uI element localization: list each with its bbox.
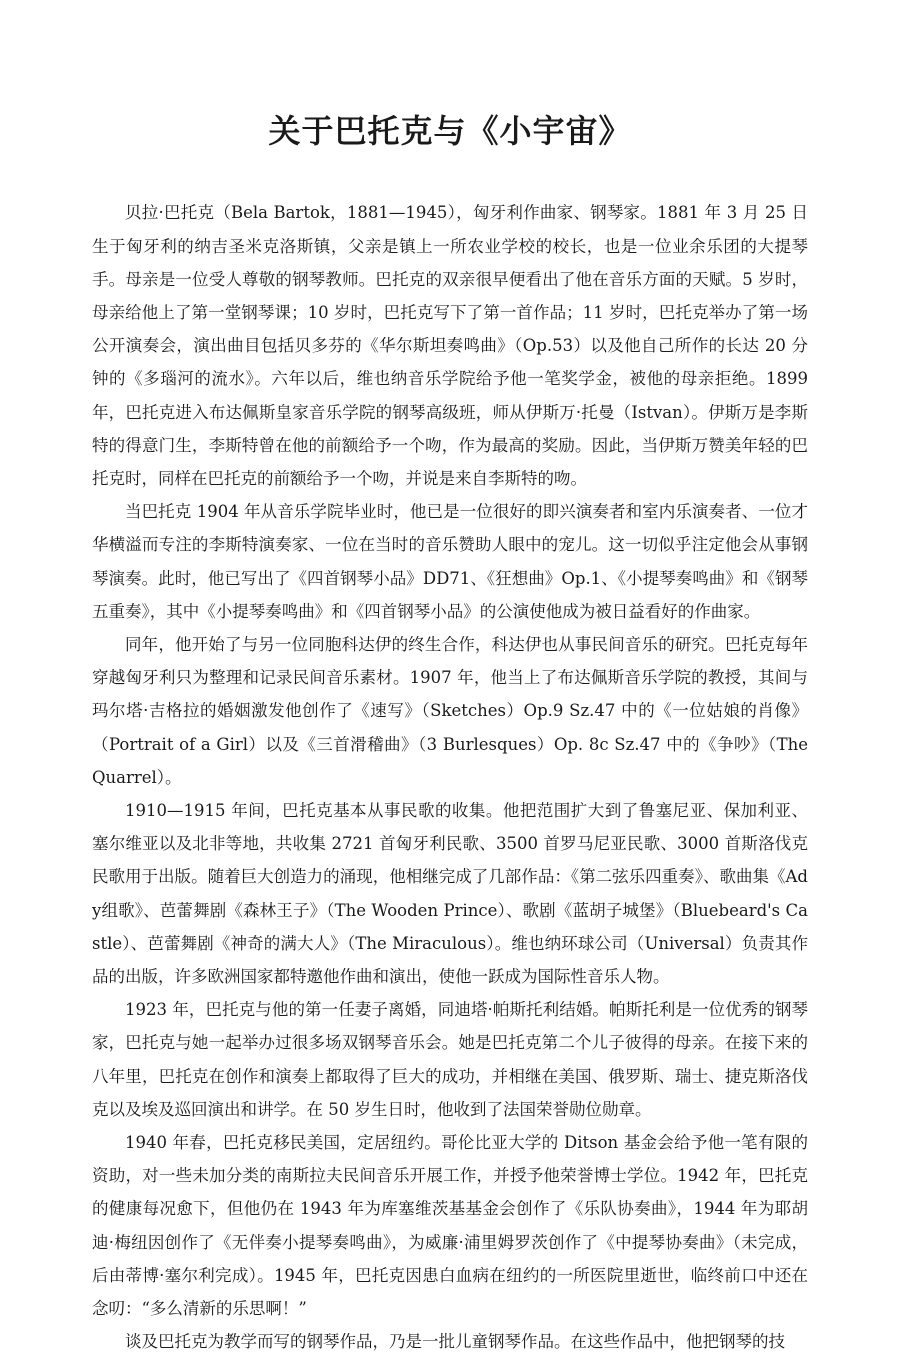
paragraph-5: 1923 年，巴托克与他的第一任妻子离婚，同迪塔·帕斯托利结婚。帕斯托利是一位优秀的钢琴家，巴托克与她一起举办过很多场双钢琴音乐会。她是巴托克第二个儿子彼得的母亲。在接下来的八年里，巴托克在创作和演奏上都取得了巨大的成功，并相继在美国、俄罗斯、瑞士、捷克斯洛伐克以及埃及巡回演出和讲学。在 50 岁生日时，他收到了法国荣誉勋位勋章。 [92,1000,808,1119]
paragraph-6: 1940 年春，巴托克移民美国，定居纽约。哥伦比亚大学的 Ditson 基金会给予他一笔有限的资助，对一些未加分类的南斯拉夫民间音乐开展工作，并授予他荣誉博士学位。1942 年，巴托克的健康每况愈下，但他仍在 1943 年为库塞维茨基基金会创作了《乐队协奏曲》，1944 年为耶胡迪·梅纽因创作了《无伴奏小提琴奏鸣曲》，为威廉·浦里姆罗茨创作了《中提琴协奏曲》（未完成，后由蒂博·塞尔利完成）。1945 年，巴托克因患白血病在纽约的一所医院里逝世，临终前口中还在念叨：“多么清新的乐思啊！” [92,1133,808,1319]
page-title: 关于巴托克与《小宇宙》 [268,112,632,150]
paragraph-7: 谈及巴托克为教学而写的钢琴作品，乃是一批儿童钢琴作品。在这些作品中，他把钢琴的技 [125,1332,785,1352]
paragraph-4: 1910—1915 年间，巴托克基本从事民歌的收集。他把范围扩大到了鲁塞尼亚、保加利亚、塞尔维亚以及北非等地，共收集 2721 首匈牙利民歌、3500 首罗马尼亚民歌、3000 首斯洛伐克民歌用于出版。随着巨大创造力的涌现，他相继完成了几部作品：《第二弦乐四重奏》、歌曲集《Ady组歌》、芭蕾舞剧《森林王子》（The Wooden Prince）、歌剧《蓝胡子城堡》（Bluebeard's Castle）、芭蕾舞剧《神奇的满大人》（The Miraculous）。维也纳环球公司（Universal）负责其作品的出版，许多欧洲国家都特邀他作曲和演出，使他一跃成为国际性音乐人物。 [92,801,808,987]
paragraph-3: 同年，他开始了与另一位同胞科达伊的终生合作，科达伊也从事民间音乐的研究。巴托克每年穿越匈牙利只为整理和记录民间音乐素材。1907 年，他当上了布达佩斯音乐学院的教授，其间与玛尔塔·吉格拉的婚姻激发他创作了《速写》（Sketches）Op.9 Sz.47 中的《一位姑娘的肖像》（Portrait of a Girl）以及《三首滑稽曲》（3 Burlesques）Op. 8c Sz.47 中的《争吵》（The Quarrel）。 [92,635,808,787]
paragraph-2: 当巴托克 1904 年从音乐学院毕业时，他已是一位很好的即兴演奏者和室内乐演奏者、一位才华横溢而专注的李斯特演奏家、一位在当时的音乐赞助人眼中的宠儿。这一切似乎注定他会从事钢琴演奏。此时，他已写出了《四首钢琴小品》DD71、《狂想曲》Op.1、《小提琴奏鸣曲》和《钢琴五重奏》，其中《小提琴奏鸣曲》和《四首钢琴小品》的公演使他成为被日益看好的作曲家。 [92,502,808,621]
paragraph-1: 贝拉·巴托克（Bela Bartok，1881—1945），匈牙利作曲家、钢琴家。1881 年 3 月 25 日生于匈牙利的纳吉圣米克洛斯镇，父亲是镇上一所农业学校的校长，也是一位业余乐团的大提琴手。母亲是一位受人尊敬的钢琴教师。巴托克的双亲很早便看出了他在音乐方面的天赋。5 岁时，母亲给他上了第一堂钢琴课；10 岁时，巴托克写下了第一首作品；11 岁时，巴托克举办了第一场公开演奏会，演出曲目包括贝多芬的《华尔斯坦奏鸣曲》（Op.53）以及他自己所作的长达 20 分钟的《多瑙河的流水》。六年以后，维也纳音乐学院给予他一笔奖学金，被他的母亲拒绝。1899 年，巴托克进入布达佩斯皇家音乐学院的钢琴高级班，师从伊斯万·托曼（Istvan）。伊斯万是李斯特的得意门生，李斯特曾在他的前额给予一个吻，作为最高的奖励。因此，当伊斯万赞美年轻的巴托克时，同样在巴托克的前额给予一个吻，并说是来自李斯特的吻。 [92,203,808,489]
